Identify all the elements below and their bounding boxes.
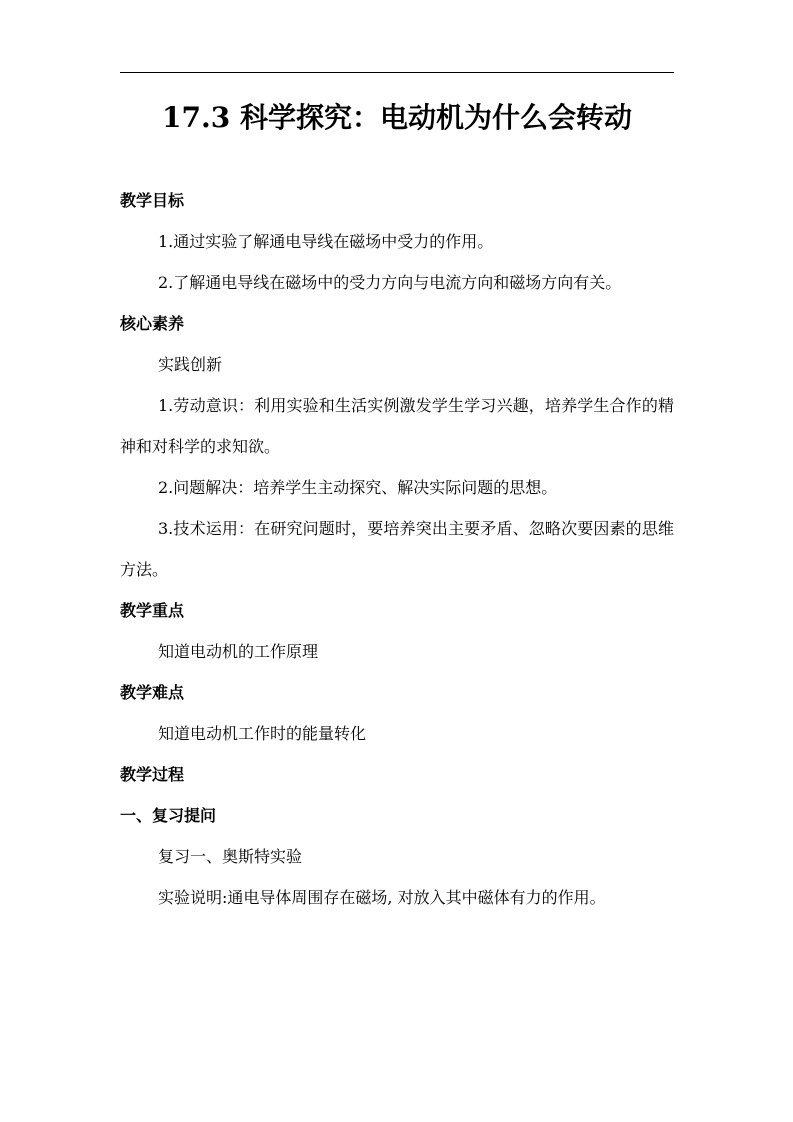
paragraph: 3.技术运用：在研究问题时，要培养突出主要矛盾、忽略次要因素的思维方法。 bbox=[120, 519, 674, 579]
paragraph: 实验说明:通电导体周围存在磁场, 对放入其中磁体有力的作用。 bbox=[158, 888, 606, 907]
paragraph: 知道电动机工作时的能量转化 bbox=[158, 724, 367, 743]
paragraph: 1.通过实验了解通电导线在磁场中受力的作用。 bbox=[158, 232, 494, 251]
paragraph: 2.了解通电导线在磁场中的受力方向与电流方向和磁场方向有关。 bbox=[158, 273, 622, 292]
section-heading-difficult-points: 教学难点 bbox=[120, 683, 185, 702]
section-heading-teaching-process: 教学过程 bbox=[120, 765, 185, 784]
page-title: 17.3 科学探究：电动机为什么会转动 bbox=[162, 101, 632, 134]
section-heading-teaching-goals: 教学目标 bbox=[120, 191, 185, 210]
paragraph: 实践创新 bbox=[158, 355, 223, 374]
section-heading-review: 一、复习提问 bbox=[120, 806, 217, 825]
paragraph: 2.问题解决：培养学生主动探究、解决实际问题的思想。 bbox=[158, 478, 558, 497]
paragraph: 1.劳动意识：利用实验和生活实例激发学生学习兴趣，培养学生合作的精神和对科学的求知欲。 bbox=[120, 396, 674, 456]
document-body bbox=[120, 180, 674, 918]
header-rule bbox=[120, 72, 674, 73]
section-heading-key-points: 教学重点 bbox=[120, 601, 185, 620]
paragraph: 复习一、奥斯特实验 bbox=[158, 847, 303, 866]
paragraph: 知道电动机的工作原理 bbox=[158, 642, 319, 661]
section-heading-core-literacy: 核心素养 bbox=[120, 314, 185, 333]
